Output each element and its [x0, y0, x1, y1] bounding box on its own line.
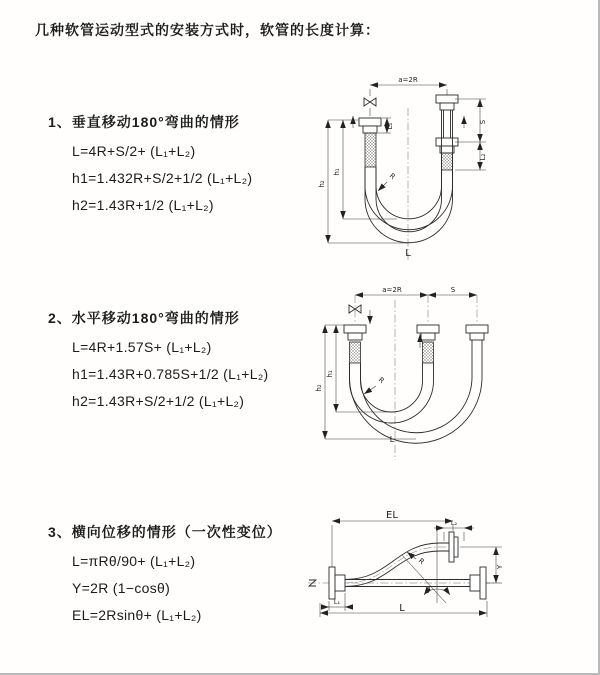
left-end-fitting [359, 118, 381, 167]
section-1-heading: 1、垂直移动180°弯曲的情形 [48, 114, 240, 130]
middle-end-fitting [417, 325, 439, 363]
formula-line: h2=1.43R+1/2 (L₁+L₂) [72, 197, 214, 213]
right-end-fitting [436, 95, 458, 170]
dim-label-length: L [389, 435, 395, 444]
radius-callout [364, 376, 386, 394]
angle-construction [402, 530, 450, 603]
valve-icon [364, 98, 376, 106]
section-2 [48, 308, 269, 415]
dim-label-h1: h₁ [333, 168, 341, 176]
left-end-fitting [344, 325, 366, 363]
radius-callout [378, 172, 397, 191]
hose-s-curve [345, 543, 449, 587]
dim-end-left [321, 593, 353, 611]
dim-label-stroke: S [450, 286, 456, 294]
dim-label-end-left: L₁ [386, 122, 394, 130]
section-1-formulas [72, 138, 252, 219]
formula-line: h2=1.43R+S/2+1/2 (L₁+L₂) [72, 393, 245, 409]
dim-span [370, 76, 447, 116]
upper-flange [449, 532, 458, 562]
dim-el [332, 510, 453, 569]
diagram-lateral-displacement [298, 505, 590, 655]
dim-label-length: L [405, 248, 411, 259]
formula-line: L=πRθ/90+ (L₁+L₂) [72, 553, 196, 569]
page-title: 几种软管运动型式的安装方式时，软管的长度计算： [35, 22, 380, 38]
dim-label-el: EL [386, 510, 398, 521]
radius-callout [407, 552, 426, 566]
dim-label-length: L [399, 603, 405, 614]
formula-line: h1=1.43R+0.785S+1/2 (L₁+L₂) [72, 366, 269, 382]
dim-heights [318, 120, 408, 243]
dim-label-end-left: L₁ [333, 598, 341, 606]
section-3 [48, 522, 282, 629]
braided-hose-section [365, 133, 376, 167]
dim-label-radius: R [387, 171, 397, 182]
dim-label-h2: h₂ [315, 384, 323, 392]
dim-label-end-right: L₂ [479, 153, 487, 161]
section-2-heading: 2、水平移动180°弯曲的情形 [48, 310, 240, 326]
formula-line: L=4R+S/2+ (L₁+L₂) [72, 143, 196, 159]
right-end-fitting [466, 325, 488, 360]
diagram-horizontal-180-bend [308, 282, 570, 467]
section-3-formulas [72, 548, 282, 629]
diagram-vertical-180-bend [312, 72, 508, 262]
dim-label-span: a=2R [398, 76, 418, 84]
dim-stroke [455, 99, 487, 170]
dim-span [355, 286, 477, 295]
braided-hose-section [350, 342, 361, 363]
dim-label-h2: h₂ [318, 180, 326, 188]
hose-u-bend [365, 110, 453, 243]
formula-line: Y=2R (1−cosθ) [72, 580, 171, 596]
dim-label-angle: θ [425, 586, 431, 595]
braided-hose-section [442, 153, 453, 170]
dim-label-stroke: S [479, 119, 487, 125]
section-3-heading: 3、横向位移的情形（一次性变位） [48, 524, 282, 540]
dim-label-radius: R [376, 375, 386, 386]
section-1 [48, 112, 252, 219]
section-2-formulas [72, 334, 269, 415]
dim-label-h1: h₁ [326, 370, 334, 378]
leg-centerlines [355, 295, 477, 323]
braided-hose-section [423, 342, 434, 363]
dim-label-end-top: L₂ [450, 519, 458, 527]
dim-label-span: a=2R [382, 286, 402, 294]
dim-label-offset: Y [496, 564, 504, 570]
dim-label-radius: R [416, 556, 426, 567]
formula-line: EL=2Rsinθ+ (L₁+L₂) [72, 607, 202, 623]
formula-line: h1=1.432R+S/2+1/2 (L₁+L₂) [72, 170, 253, 186]
hose-u-bend [350, 360, 483, 443]
left-flange [329, 567, 345, 599]
formula-line: L=4R+1.57S+ (L₁+L₂) [72, 339, 212, 355]
